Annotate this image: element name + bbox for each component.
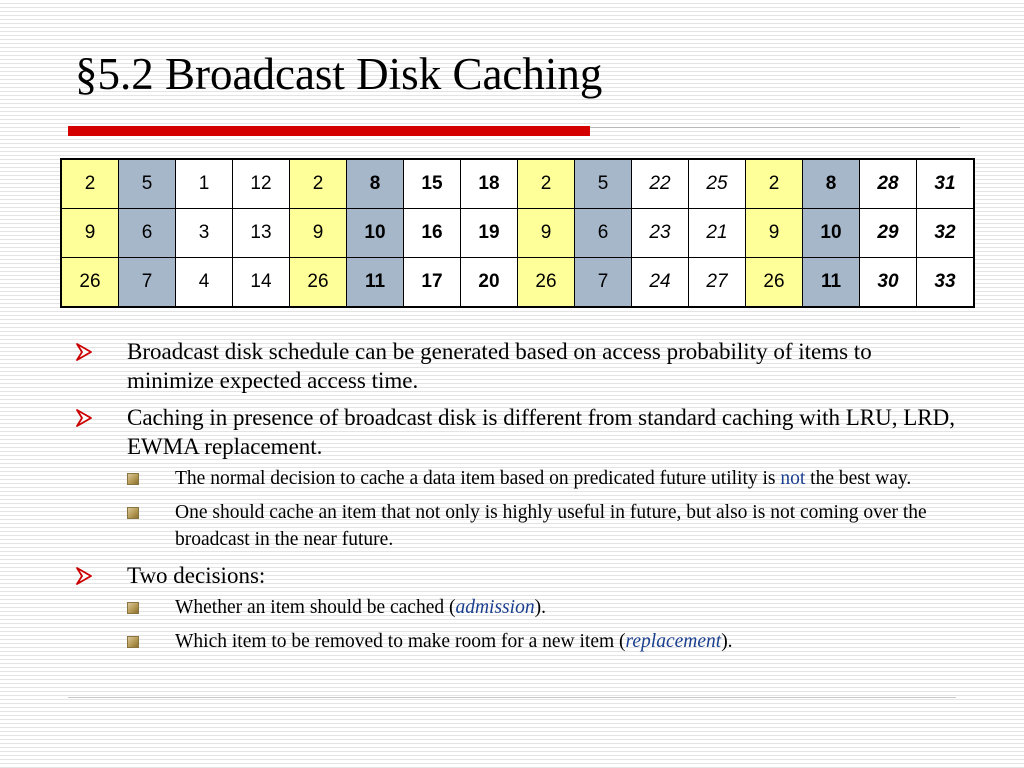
table-cell: 33 (917, 258, 975, 308)
table-cell: 9 (518, 209, 575, 258)
table-cell: 18 (461, 159, 518, 209)
title-underline-gray (590, 127, 960, 128)
square-bullet-icon (127, 636, 139, 648)
emphasis-text: replacement (625, 631, 722, 652)
table-cell: 5 (575, 159, 632, 209)
sub-bullet-text: Which item to be removed to make room for a new item ( (175, 631, 626, 652)
table-cell: 26 (746, 258, 803, 308)
sub-bullet-text: the best way. (805, 468, 912, 489)
table-cell: 9 (746, 209, 803, 258)
table-cell: 8 (803, 159, 860, 209)
table-cell: 19 (461, 209, 518, 258)
bullet-text: Caching in presence of broadcast disk is different from standard caching with LRU, LRD, EWMA replacement. (127, 405, 955, 459)
table-cell: 11 (803, 258, 860, 308)
list-item (74, 561, 964, 655)
table-cell: 28 (860, 159, 917, 209)
list-item (127, 594, 940, 621)
table-cell: 7 (119, 258, 176, 308)
slide-title: §5.2 Broadcast Disk Caching (75, 49, 603, 99)
emphasis-text: admission (455, 597, 535, 618)
table-cell: 31 (917, 159, 975, 209)
list-item (127, 628, 940, 655)
arrow-bullet-icon (74, 408, 94, 428)
bullet-list (74, 337, 964, 663)
sub-bullet-list (127, 594, 964, 655)
sub-bullet-text: The normal decision to cache a data item based on predicated future utility is (175, 468, 781, 489)
sub-bullet-text: Whether an item should be cached ( (175, 597, 456, 618)
table-cell: 21 (689, 209, 746, 258)
footer-rule (68, 697, 956, 698)
table-cell: 6 (575, 209, 632, 258)
arrow-bullet-icon (74, 566, 94, 586)
table-cell: 4 (176, 258, 233, 308)
square-bullet-icon (127, 602, 139, 614)
table-cell: 26 (290, 258, 347, 308)
table-cell: 26 (61, 258, 119, 308)
table-cell: 1 (176, 159, 233, 209)
table-cell: 20 (461, 258, 518, 308)
title-underline-red (68, 126, 590, 136)
table-cell: 2 (518, 159, 575, 209)
emphasis-text: not (780, 468, 806, 489)
table-cell: 24 (632, 258, 689, 308)
table-cell: 32 (917, 209, 975, 258)
table-cell: 10 (347, 209, 404, 258)
table-cell: 29 (860, 209, 917, 258)
table-cell: 23 (632, 209, 689, 258)
sub-bullet-text: ). (721, 631, 733, 652)
arrow-bullet-icon (74, 342, 94, 362)
table-row (61, 258, 974, 308)
table-cell: 14 (233, 258, 290, 308)
table-row (61, 159, 974, 209)
list-item (127, 499, 940, 553)
sub-bullet-list (127, 465, 964, 553)
table-cell: 8 (347, 159, 404, 209)
table-cell: 15 (404, 159, 461, 209)
table-cell: 6 (119, 209, 176, 258)
table-cell: 5 (119, 159, 176, 209)
table-cell: 22 (632, 159, 689, 209)
table-cell: 16 (404, 209, 461, 258)
list-item (74, 337, 964, 395)
square-bullet-icon (127, 473, 139, 485)
list-item (127, 465, 940, 492)
sub-bullet-text: One should cache an item that not only is highly useful in future, but also is not coming over the broadcast in the near future. (175, 502, 927, 550)
bullet-text: Two decisions: (127, 563, 266, 588)
table-cell: 9 (61, 209, 119, 258)
list-item (74, 403, 964, 553)
table-cell: 30 (860, 258, 917, 308)
table-cell: 3 (176, 209, 233, 258)
table-cell: 7 (575, 258, 632, 308)
table-cell: 2 (746, 159, 803, 209)
table-cell: 26 (518, 258, 575, 308)
table-cell: 10 (803, 209, 860, 258)
table-row (61, 209, 974, 258)
table-cell: 25 (689, 159, 746, 209)
sub-bullet-text: ). (534, 597, 546, 618)
table-cell: 17 (404, 258, 461, 308)
table-cell: 2 (290, 159, 347, 209)
broadcast-schedule-table (60, 158, 975, 308)
bullet-text: Broadcast disk schedule can be generated based on access probability of items to minimize expected access time. (127, 339, 872, 393)
square-bullet-icon (127, 507, 139, 519)
table-cell: 9 (290, 209, 347, 258)
table-cell: 12 (233, 159, 290, 209)
table-cell: 13 (233, 209, 290, 258)
table-cell: 11 (347, 258, 404, 308)
table-cell: 27 (689, 258, 746, 308)
table-cell: 2 (61, 159, 119, 209)
